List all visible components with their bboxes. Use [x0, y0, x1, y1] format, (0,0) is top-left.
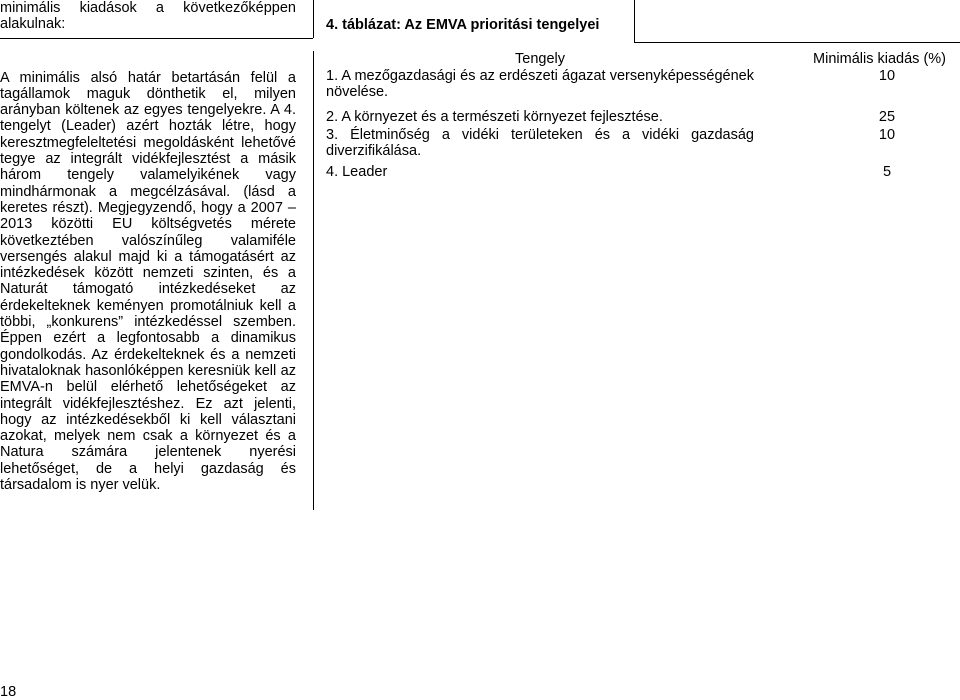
paragraph-1: A minimális alsó határ betartásán felül a tagállamok maguk dönthetik el, milyen arányban költenek az egyes tengelyekre. A 4. tengelyt (Leader) azért hozták létre, hogy keresztmegfeleltetési megoldásként lehetővé tegye az integrált vidékfejlesztést a másik három tengely valamelyikének vagy mindhármonak a megcélzásával. (lásd a keretes részt).	[0, 69, 296, 216]
row-axis: 3. Életminőség a vidéki területeken és a vidéki gazdaság diverzifikálása.	[326, 127, 754, 160]
left-divider	[0, 38, 313, 39]
row-value: 10	[878, 68, 896, 84]
paragraph-2: Megjegyzendő, hogy a 2007 – 2013 közötti EU költségvetés mérete következtében valószínűleg valamiféle versengés alakul majd ki a támogatásért az intézkedések között nemzeti szinten, és a Naturát támogató intézkedéseket az érdekelteknek keményen promotálniuk kell a többi, „konkurens” intézkedéssel szemben. Éppen ezért a legfontosabb a dinamikus gondolkodás.	[0, 199, 296, 363]
row-axis: 4. Leader	[326, 164, 388, 180]
header-axis: Tengely	[515, 51, 565, 67]
left-column	[0, 0, 296, 493]
page-number: 18	[0, 684, 17, 700]
table-row	[326, 109, 960, 127]
row-value: 5	[882, 164, 892, 180]
table-row	[326, 164, 960, 182]
title-box-divider	[634, 0, 635, 42]
paragraph-3: Az érdekelteknek és a nemzeti hivataloknak hasonlóképpen keresniük kell az EMVA-n belül elérhető lehetőségeket az integrált vidékfejlesztéshez.	[0, 346, 297, 412]
column-divider	[313, 51, 314, 510]
table-header-row	[326, 51, 960, 68]
row-axis: 1. A mezőgazdasági és az erdészeti ágazat versenyképességének növelése.	[326, 68, 754, 101]
row-axis: 2. A környezet és a természeti környezet fejlesztése.	[326, 109, 663, 125]
table-title: 4. táblázat: Az EMVA prioritási tengelyei	[326, 17, 600, 33]
table-row	[326, 68, 960, 109]
header-min-spend: Minimális kiadás (%)	[813, 51, 946, 67]
paragraph-4: Ez azt jelenti, hogy az intézkedésekből ki kell választani azokat, melyek nem csak a környezet és a Natura számára jelentenek nyerési lehetőséget, de a helyi gazdaság és társadalom is nyer velük.	[0, 395, 296, 494]
intro-text: minimális kiadások a következőképpen alakulnak:	[0, 0, 296, 33]
priority-axes-table	[326, 51, 960, 182]
column-divider-top	[313, 0, 314, 38]
table-top-rule	[634, 42, 960, 43]
table-row	[326, 127, 960, 164]
row-value: 25	[878, 109, 896, 125]
row-value: 10	[878, 127, 896, 143]
body-paragraph	[0, 70, 296, 494]
